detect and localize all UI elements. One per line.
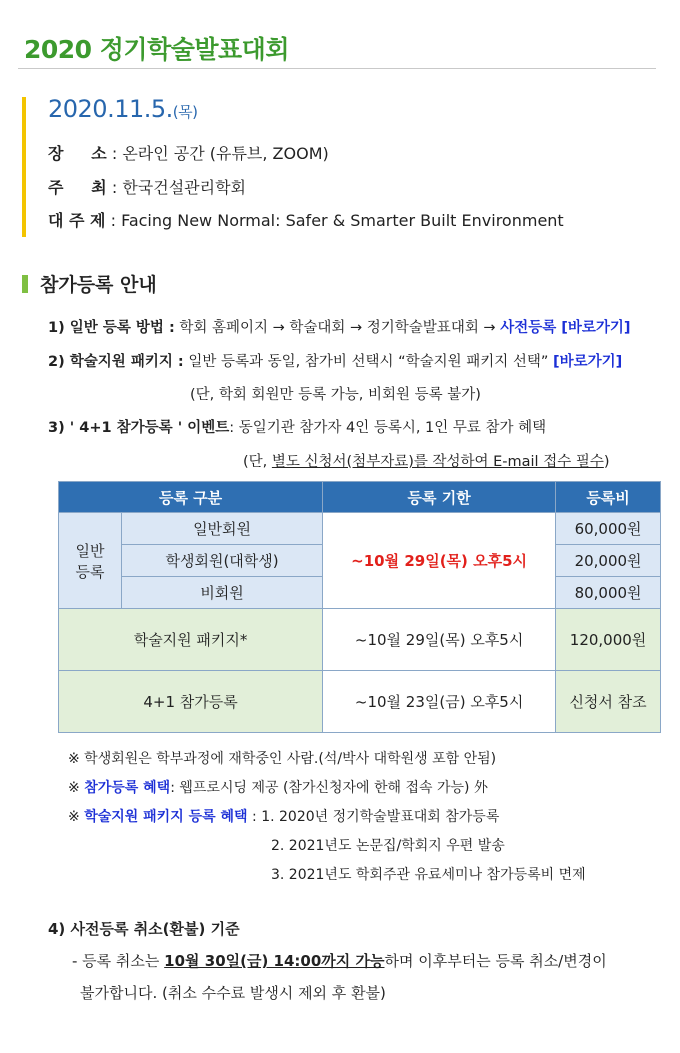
fee-cell: 20,000원 xyxy=(556,545,661,577)
note-package-prefix: ※ xyxy=(68,809,85,825)
pre-register-link[interactable]: 사전등록 [바로가기] xyxy=(500,320,631,336)
info-host-value: : 한국건설관리학회 xyxy=(106,178,246,197)
registration-heading xyxy=(22,270,157,297)
package-register-link[interactable]: [바로가기] xyxy=(553,354,623,370)
note-package xyxy=(68,806,499,826)
table-header-row xyxy=(59,482,661,513)
note-package-item-3: 3. 2021년도 학회주관 유료세미나 참가등록비 면제 xyxy=(271,867,586,883)
info-venue xyxy=(48,141,329,164)
table-row xyxy=(59,671,661,733)
reg-item-3-label: 3) ' 4+1 참가등록 ' 이벤트 xyxy=(48,420,230,436)
four-plus-one-type-cell: 4+1 참가등록 xyxy=(59,671,323,733)
note-benefit-text: : 웹프로시딩 제공 (참가신청자에 한해 접속 가능) 外 xyxy=(170,780,488,796)
header-deadline: 등록 기한 xyxy=(323,482,556,513)
reg-item-2-label: 2) 학술지원 패키지 : xyxy=(48,354,184,370)
event-date xyxy=(48,95,197,123)
reg-item-3-note-suffix: ) xyxy=(603,454,610,470)
page-title: 2020 정기학술발표대회 xyxy=(24,35,289,64)
table-row xyxy=(59,513,661,545)
reg-item-3-text: : 동일기관 참가자 4인 등록시, 1인 무료 참가 혜택 xyxy=(229,420,547,436)
general-group-label-1: 일반 xyxy=(75,541,105,560)
reg-item-3 xyxy=(48,416,546,437)
reg-item-1 xyxy=(48,316,631,337)
reg-item-1-label: 1) 일반 등록 방법 : xyxy=(48,320,175,336)
four-plus-one-fee-cell: 신청서 참조 xyxy=(556,671,661,733)
registration-fee-table xyxy=(58,481,661,733)
type-cell: 비회원 xyxy=(122,577,323,609)
note-package-item-1: : 1. 2020년 정기학술발표대회 참가등록 xyxy=(247,809,500,825)
cancel-heading: 4) 사전등록 취소(환불) 기준 xyxy=(48,920,240,938)
reg-item-2-note: (단, 학회 회원만 등록 가능, 비회원 등록 불가) xyxy=(190,387,481,403)
info-host xyxy=(48,175,246,198)
general-deadline-cell: ~10월 29일(목) 오후5시 xyxy=(323,513,556,609)
package-deadline-cell: ~10월 29일(목) 오후5시 xyxy=(323,609,556,671)
type-cell: 일반회원 xyxy=(122,513,323,545)
fee-cell: 60,000원 xyxy=(556,513,661,545)
reg-item-3-note-underlined: 별도 신청서(첨부자료)를 작성하여 E-mail 접수 필수 xyxy=(271,454,604,470)
table-row xyxy=(59,609,661,671)
cancel-deadline: 10월 30일(금) 14:00까지 가능 xyxy=(164,952,385,970)
reg-item-2-text: 일반 등록과 동일, 참가비 선택시 “학술지원 패키지 선택” xyxy=(183,354,553,370)
reg-item-3-note xyxy=(243,450,610,471)
info-host-label: 주 최 xyxy=(48,178,107,197)
header-fee: 등록비 xyxy=(556,482,661,513)
note-package-item-2: 2. 2021년도 논문집/학회지 우편 발송 xyxy=(271,838,505,854)
heading-bar xyxy=(22,275,28,293)
reg-item-2 xyxy=(48,350,622,371)
type-cell: 학생회원(대학생) xyxy=(122,545,323,577)
note-student: ※ 학생회원은 학부과정에 재학중인 사람.(석/박사 대학원생 포함 안됨) xyxy=(68,751,497,767)
note-benefit-label: 참가등록 혜택 xyxy=(84,780,171,796)
reg-item-1-text: 학회 홈페이지 → 학술대회 → 정기학술발표대회 → xyxy=(174,320,501,336)
reg-item-3-note-prefix: (단, xyxy=(243,454,272,470)
info-venue-value: : 온라인 공간 (유튜브, ZOOM) xyxy=(106,144,329,163)
event-info-box xyxy=(22,97,626,237)
event-date-value: 2020.11.5. xyxy=(48,95,173,123)
cancel-line-1-suffix: 하며 이후부터는 등록 취소/변경이 xyxy=(384,952,607,970)
header-type: 등록 구분 xyxy=(59,482,323,513)
info-theme-value: : Facing New Normal: Safer & Smarter Built Environment xyxy=(105,211,564,230)
info-theme-label: 대 주 제 xyxy=(48,211,106,230)
cancel-line-2: 불가합니다. (취소 수수료 발생시 제외 후 환불) xyxy=(80,984,386,1002)
info-venue-label: 장 소 xyxy=(48,144,107,163)
event-weekday: (목) xyxy=(172,103,198,121)
note-package-label: 학술지원 패키지 등록 혜택 xyxy=(84,809,248,825)
title-divider xyxy=(18,68,656,69)
note-benefit xyxy=(68,777,488,797)
fee-cell: 80,000원 xyxy=(556,577,661,609)
general-group-label-2: 등록 xyxy=(75,562,105,581)
note-benefit-prefix: ※ xyxy=(68,780,85,796)
package-type-cell: 학술지원 패키지* xyxy=(59,609,323,671)
package-fee-cell: 120,000원 xyxy=(556,609,661,671)
cancel-line-1-prefix: - 등록 취소는 xyxy=(72,952,165,970)
info-theme xyxy=(48,208,564,231)
general-group-label xyxy=(59,513,122,609)
cancel-line-1 xyxy=(72,950,607,971)
four-plus-one-deadline-cell: ~10월 23일(금) 오후5시 xyxy=(323,671,556,733)
registration-heading-text: 참가등록 안내 xyxy=(40,274,157,296)
